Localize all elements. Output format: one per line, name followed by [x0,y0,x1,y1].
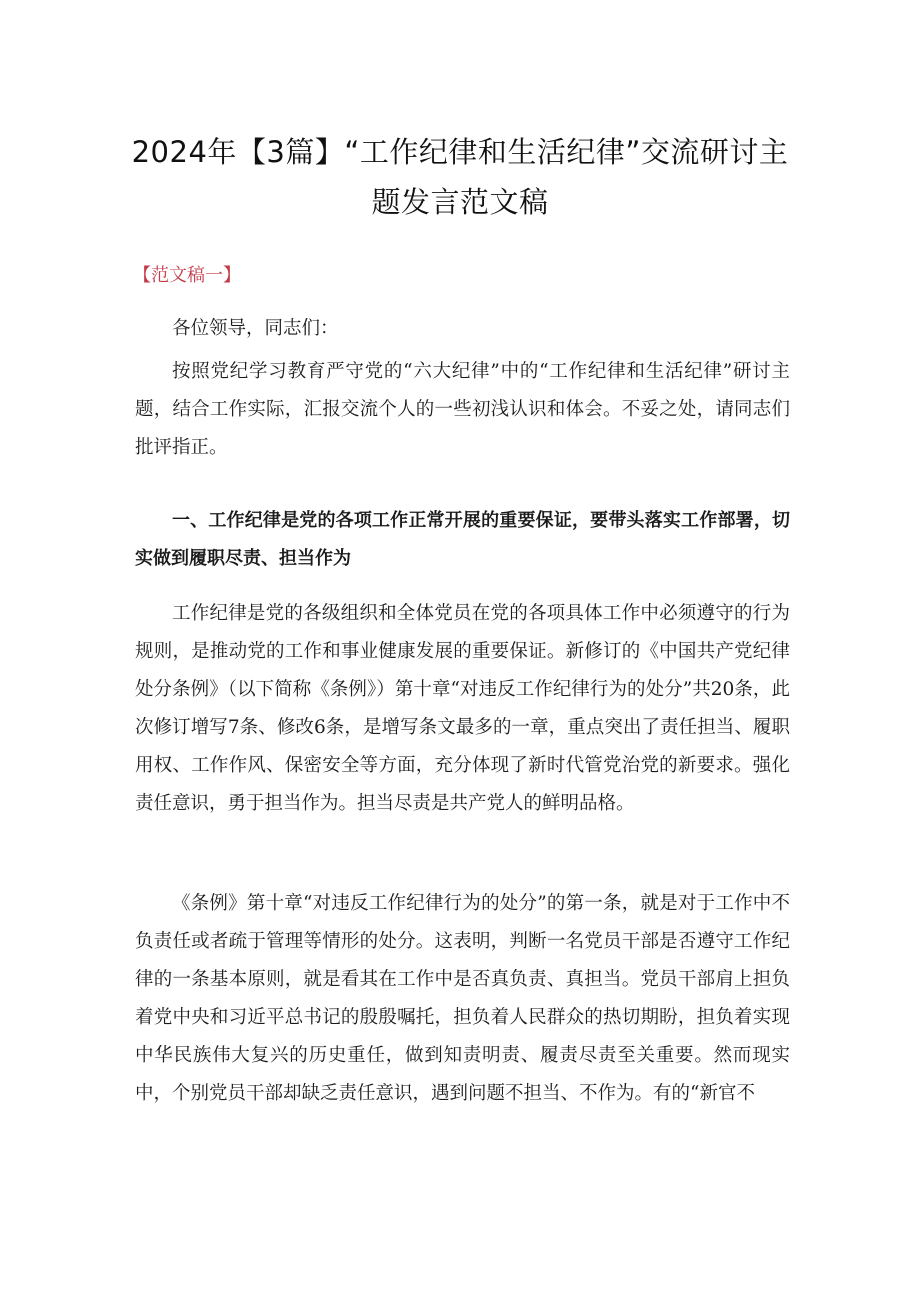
paragraph-3 [135,885,790,1113]
greeting-text: 各位领导，同志们： [172,318,339,339]
paragraph-1-text: 按照党纪学习教育严守党的“六大纪律”中的“工作纪律和生活纪律”研讨主题，结合工作实际，汇报交流个人的一些初浅认识和体会。不妥之处，请同志们批评指正。 [135,361,790,458]
paragraph-2-text: 工作纪律是党的各级组织和全体党员在党的各项具体工作中必须遵守的行为规则，是推动党的工作和事业健康发展的重要保证。新修订的《中国共产党纪律处分条例》（以下简称《条例》）第十章“对违反工作纪律行为的处分”共20条，此次修订增写7条、修改6条，是增写条文最多的一章，重点突出了责任担当、履职用权、工作作风、保密安全等方面，充分体现了新时代管党治党的新要求。强化责任意识，勇于担当作为。担当尽责是共产党人的鲜明品格。 [135,603,790,814]
paragraph-2 [135,595,790,823]
greeting [135,310,790,348]
section-heading-1-text: 一、工作纪律是党的各项工作正常开展的重要保证，要带头落实工作部署，切实做到履职尽责、担当作为 [135,510,790,569]
paragraph-3-text: 《条例》第十章“对违反工作纪律行为的处分”的第一条，就是对于工作中不负责任或者疏于管理等情形的处分。这表明，判断一名党员干部是否遵守工作纪律的一条基本原则，就是看其在工作中是否真负责、真担当。党员干部肩上担负着党中央和习近平总书记的殷殷嘱托，担负着人民群众的热切期盼，担负着实现中华民族伟大复兴的历史重任，做到知责明责、履责尽责至关重要。然而现实中，个别党员干部却缺乏责任意识，遇到问题不担当、不作为。有的“新官不 [135,893,790,1104]
section-label: 【范文稿一】 [133,265,241,286]
document-title: 2024年【3篇】“工作纪律和生活纪律”交流研讨主题发言范文稿 [131,135,789,220]
section-heading-1 [135,502,790,578]
paragraph-1 [135,353,790,467]
